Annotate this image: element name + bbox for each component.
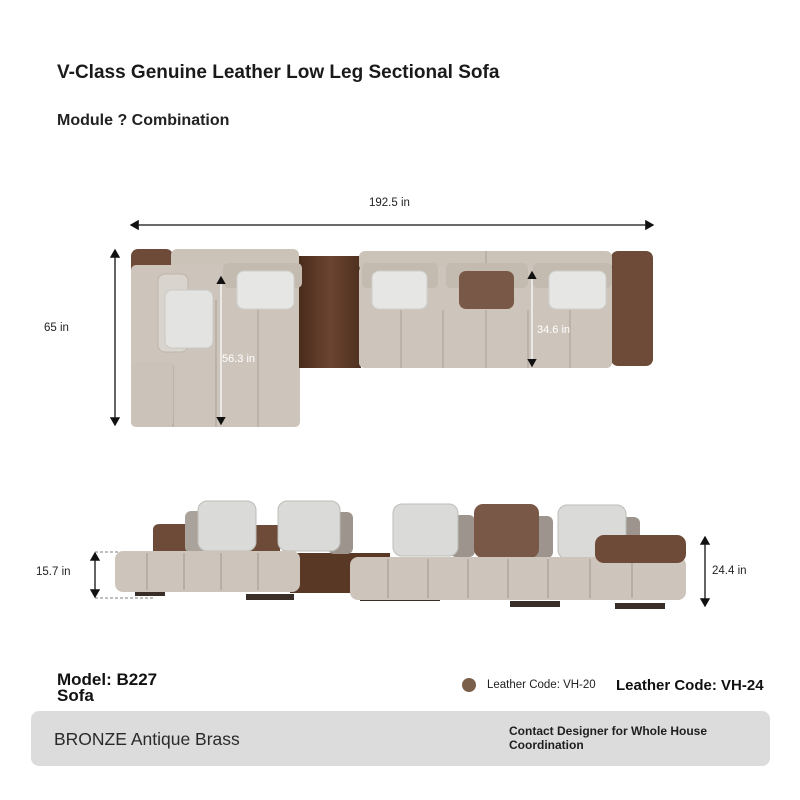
- leather-swatch-icon: [462, 678, 476, 692]
- leather-swatch-code: Leather Code: VH-20: [487, 679, 596, 691]
- right-arm-front: [595, 535, 686, 563]
- page-title: V-Class Genuine Leather Low Leg Sectional Sofa: [57, 62, 500, 83]
- chaise-depth-label: 56.3 in: [222, 353, 256, 365]
- contact-designer-note: Contact Designer for Whole House Coordination: [509, 724, 708, 752]
- page-subtitle: Module ? Combination: [57, 112, 230, 129]
- seat-height-label: 15.7 in: [36, 566, 71, 578]
- product-type: Sofa: [57, 686, 94, 705]
- leather-legend: [462, 678, 596, 692]
- main-front: [350, 557, 686, 600]
- depth-label: 65 in: [44, 322, 69, 334]
- model-info: [57, 672, 157, 704]
- total-width-label: 192.5 in: [369, 197, 410, 209]
- back-height-label: 24.4 in: [712, 565, 747, 577]
- leather-code: Leather Code: VH-24: [616, 677, 764, 694]
- model-number: Model: B227: [57, 670, 158, 689]
- chaise-front: [115, 551, 300, 592]
- seat-depth-label: 34.6 in: [537, 324, 571, 336]
- finish-label: BRONZE Antique Brass: [54, 729, 240, 749]
